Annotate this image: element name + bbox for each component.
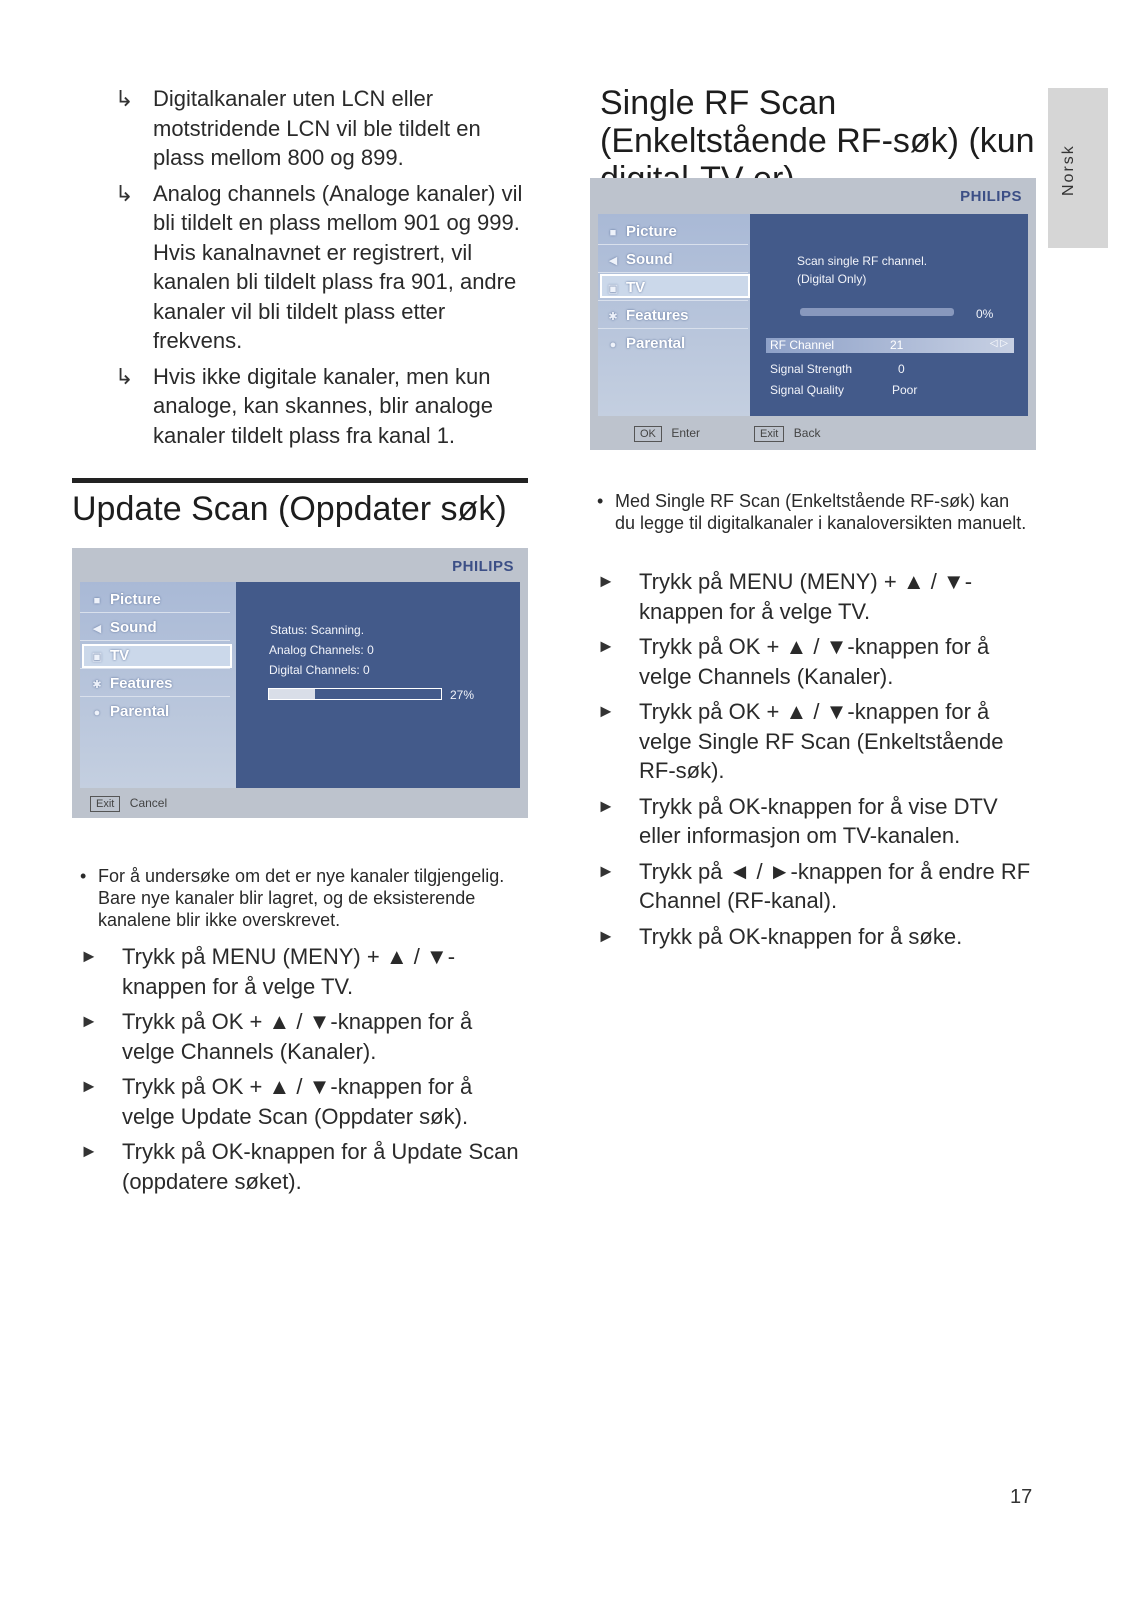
analog-channels-count: Analog Channels: 0: [269, 643, 374, 657]
menu-item-features[interactable]: ✱ Features: [90, 672, 173, 696]
rf-progress-label: 0%: [976, 307, 994, 321]
left-right-arrows-icon: ◁ ▷: [989, 338, 1008, 349]
screen-footer: Exit Cancel: [90, 794, 167, 812]
signal-strength-label: Signal Strength: [770, 362, 853, 376]
play-arrow-icon: ►: [80, 1076, 98, 1096]
menu-item-tv[interactable]: ▣ TV: [90, 644, 129, 668]
play-arrow-icon: ►: [80, 946, 98, 966]
rf-channel-label: RF Channel: [770, 338, 835, 352]
page-number: 17: [1010, 1486, 1033, 1508]
screen-footer: OK Enter: [634, 424, 700, 442]
step-item: ► Trykk på OK-knappen for å vise DTV eller informasjon om TV-kanalen.: [597, 793, 998, 848]
picture-icon: ■: [609, 227, 617, 239]
digital-channels-count: Digital Channels: 0: [269, 663, 370, 677]
play-arrow-icon: ►: [597, 860, 615, 881]
list-item: ↳ Analog channels (Analoge kanaler) vil bli tildelt en plass mellom 901 og 999. Hvis kanalnavnet er registrert, vil kanalen bli tildelt plass fra 901, andre kanaler vil bli tildelt plass etter frekvens.: [115, 180, 523, 353]
menu-item-parental[interactable]: ● Parental: [90, 700, 169, 724]
step-item: ► Trykk på ◄ / ►-knappen for å endre RF Channel (RF-kanal).: [597, 858, 1031, 913]
menu-item-tv[interactable]: ▣ TV: [606, 276, 645, 300]
language-tab-label: Norsk: [1060, 144, 1077, 196]
step-item: ► Trykk på OK + ▲ / ▼-knappen for å velge Update Scan (Oppdater søk).: [80, 1074, 473, 1129]
play-arrow-icon: ►: [597, 795, 615, 816]
play-arrow-icon: ►: [597, 571, 615, 591]
exit-key[interactable]: Exit: [90, 796, 120, 812]
signal-quality-label: Signal Quality: [770, 383, 845, 397]
step-item: ► Trykk på OK-knappen for å søke.: [597, 922, 1037, 952]
screen-footer-exit: Exit Back: [754, 424, 820, 442]
single-rf-description: • Med Single RF Scan (Enkeltstående RF-søk) kan du legge til digitalkanaler i kanaloversikten manuelt.: [597, 490, 1027, 534]
update-scan-steps: [80, 942, 530, 1202]
scan-progress-bar: [268, 688, 442, 700]
scan-progress-label: 27%: [450, 688, 475, 702]
rf-channel-row[interactable]: [766, 338, 1014, 353]
lcn-notes-list: [115, 84, 535, 456]
menu-item-sound[interactable]: ◀ Sound: [90, 616, 157, 640]
menu-item-parental[interactable]: ● Parental: [606, 332, 685, 356]
return-arrow-icon: ↳: [115, 180, 134, 206]
sound-icon: ◀: [92, 623, 102, 635]
signal-quality-value: Poor: [892, 383, 918, 397]
return-arrow-icon: ↳: [115, 363, 134, 389]
scan-progress-fill: [269, 689, 315, 699]
menu-item-features[interactable]: ✱ Features: [606, 304, 689, 328]
step-item: ► Trykk på MENU (MENY) + ▲ / ▼-knappen for å velge TV.: [597, 569, 973, 624]
play-arrow-icon: ►: [80, 1011, 98, 1031]
menu-item-sound[interactable]: ◀ Sound: [606, 248, 673, 272]
update-scan-heading: Update Scan (Oppdater søk): [72, 490, 507, 528]
play-arrow-icon: ►: [597, 701, 615, 721]
rf-progress-bar: [800, 308, 954, 316]
exit-key[interactable]: Exit: [754, 426, 784, 442]
play-arrow-icon: ►: [80, 1141, 98, 1161]
tv-icon: ▣: [607, 283, 619, 295]
single-rf-heading: Single RF Scan (Enkeltstående RF-søk) (kun: [600, 84, 1035, 160]
features-icon: ✱: [608, 311, 618, 323]
philips-logo: PHILIPS: [452, 558, 514, 575]
update-scan-description: • For å undersøke om det er nye kanaler tilgjengelig. Bare nye kanaler blir lagret, og de eksisterende kanalene blir ikke overskrevet.: [80, 865, 520, 931]
play-arrow-icon: ►: [597, 925, 615, 946]
ok-key[interactable]: OK: [634, 426, 662, 442]
step-item: ► Trykk på OK-knappen for å Update Scan (oppdatere søket).: [80, 1139, 519, 1194]
play-arrow-icon: ►: [597, 636, 615, 656]
rf-channel-value: 21: [890, 338, 904, 352]
update-scan-screenshot: [72, 548, 528, 818]
features-icon: ✱: [92, 679, 102, 691]
signal-strength-value: 0: [898, 362, 905, 376]
single-rf-screenshot: [590, 178, 1036, 450]
list-item: ↳ Hvis ikke digitale kanaler, men kun analoge, kan skannes, blir analoge kanaler tildelt plass fra kanal 1.: [115, 363, 494, 448]
step-item: ► Trykk på OK + ▲ / ▼-knappen for å velge Channels (Kanaler).: [597, 634, 990, 689]
section-divider: [72, 478, 528, 483]
step-item: ► Trykk på MENU (MENY) + ▲ / ▼-knappen for å velge TV.: [80, 944, 456, 999]
list-item: ↳ Digitalkanaler uten LCN eller motstridende LCN vil ble tildelt en plass mellom 800 og 899.: [115, 86, 481, 170]
step-item: ► Trykk på OK + ▲ / ▼-knappen for å velge Single RF Scan (Enkeltstående RF-søk).: [597, 699, 1004, 783]
philips-logo: PHILIPS: [960, 188, 1022, 205]
parental-icon: ●: [609, 339, 617, 351]
menu-item-picture[interactable]: ■ Picture: [606, 220, 677, 244]
tv-icon: ▣: [91, 651, 103, 663]
scan-status: Status: Scanning.: [270, 623, 365, 637]
return-arrow-icon: ↳: [115, 86, 134, 111]
parental-icon: ●: [93, 707, 101, 719]
picture-icon: ■: [93, 595, 101, 607]
single-rf-steps: [597, 567, 1037, 957]
sound-icon: ◀: [608, 255, 618, 267]
language-tab: [1048, 88, 1108, 248]
scan-description: Scan single RF channel. (Digital Only): [797, 254, 928, 286]
step-item: ► Trykk på OK + ▲ / ▼-knappen for å velge Channels (Kanaler).: [80, 1009, 473, 1064]
menu-item-picture[interactable]: ■ Picture: [90, 588, 161, 612]
